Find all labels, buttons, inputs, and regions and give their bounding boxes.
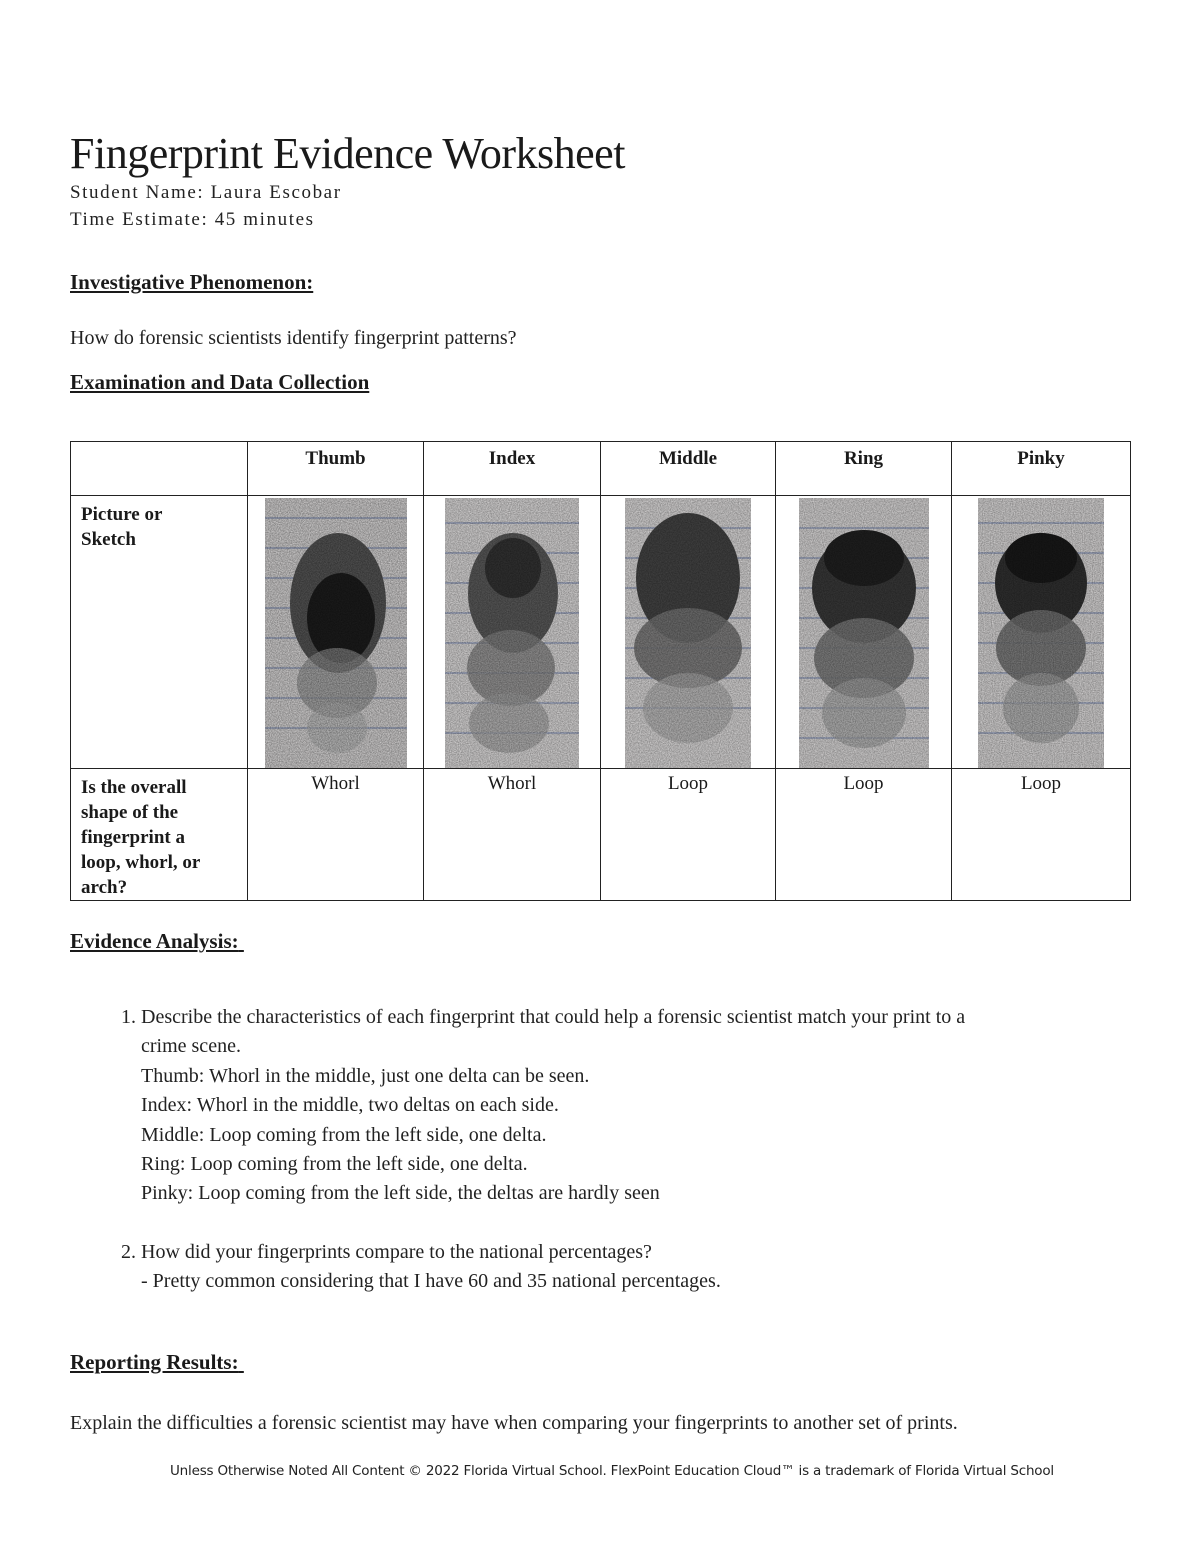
pinky-fingerprint-image <box>978 498 1104 768</box>
ring-shape: Loop <box>776 769 952 901</box>
analysis-questions <box>70 1003 1200 1326</box>
fingerprint-table <box>70 441 1131 901</box>
pinky-shape: Loop <box>952 769 1131 901</box>
reporting-heading: Reporting Results: <box>70 1350 239 1374</box>
answer-line: Pinky: Loop coming from the left side, the deltas are hardly seen <box>141 1182 660 1205</box>
answer-line: Thumb: Whorl in the middle, just one delta can be seen. <box>141 1064 590 1087</box>
pinky-print-cell <box>952 496 1131 769</box>
shape-row-label <box>71 769 248 901</box>
header-thumb: Thumb <box>248 442 424 496</box>
header-middle: Middle <box>601 442 776 496</box>
page-title: Fingerprint Evidence Worksheet <box>70 129 625 178</box>
picture-label-line: Picture or <box>81 504 163 525</box>
answer-line: - Pretty common considering that I have 60 and 35 national percentages. <box>141 1270 721 1293</box>
answer-line: Middle: Loop coming from the left side, one delta. <box>141 1123 547 1146</box>
shape-label-line: loop, whorl, or <box>81 852 201 873</box>
middle-print-cell <box>601 496 776 769</box>
middle-shape: Loop <box>601 769 776 901</box>
picture-row <box>71 496 1131 769</box>
student-name: Student Name: Laura Escobar <box>70 182 342 203</box>
question-1 <box>141 1003 1200 1209</box>
phenomenon-question: How do forensic scientists identify fingerprint patterns? <box>70 327 517 349</box>
thumb-shape: Whorl <box>248 769 424 901</box>
analysis-heading: Evidence Analysis: <box>70 929 239 953</box>
header-index: Index <box>424 442 601 496</box>
header-empty-cell <box>71 442 248 496</box>
index-fingerprint-image <box>445 498 579 768</box>
question-2 <box>141 1238 1200 1297</box>
header-ring: Ring <box>776 442 952 496</box>
index-print-cell <box>424 496 601 769</box>
question-text: 1. Describe the characteristics of each fingerprint that could help a forensic scientist match your print to a <box>141 1006 966 1028</box>
thumb-fingerprint-image <box>265 498 407 768</box>
time-estimate: Time Estimate: 45 minutes <box>70 209 315 230</box>
question-text: 2. How did your fingerprints compare to the national percentages? <box>141 1240 652 1263</box>
table-header-row <box>71 442 1131 496</box>
examination-heading: Examination and Data Collection <box>70 370 370 394</box>
middle-fingerprint-image <box>625 498 751 768</box>
shape-row <box>71 769 1131 901</box>
phenomenon-heading: Investigative Phenomenon: <box>70 270 314 294</box>
answer-line: Ring: Loop coming from the left side, one delta. <box>141 1153 528 1176</box>
index-shape: Whorl <box>424 769 601 901</box>
copyright-footer: Unless Otherwise Noted All Content © 2022 Florida Virtual School. FlexPoint Education Cloud™ is a trademark of Florida Virtual School <box>170 1463 1054 1479</box>
shape-label-line: arch? <box>81 877 128 898</box>
picture-row-label <box>71 496 248 769</box>
reporting-prompt: Explain the difficulties a forensic scientist may have when comparing your fingerprints to another set of prints. <box>70 1412 958 1434</box>
shape-label-line: Is the overall <box>81 777 187 798</box>
shape-label-line: shape of the <box>81 802 179 823</box>
ring-fingerprint-image <box>799 498 929 768</box>
thumb-print-cell <box>248 496 424 769</box>
header-pinky: Pinky <box>952 442 1131 496</box>
answer-line: Index: Whorl in the middle, two deltas on each side. <box>141 1094 559 1117</box>
picture-label-line: Sketch <box>81 529 136 550</box>
ring-print-cell <box>776 496 952 769</box>
shape-label-line: fingerprint a <box>81 827 185 848</box>
question-text: crime scene. <box>141 1035 241 1058</box>
